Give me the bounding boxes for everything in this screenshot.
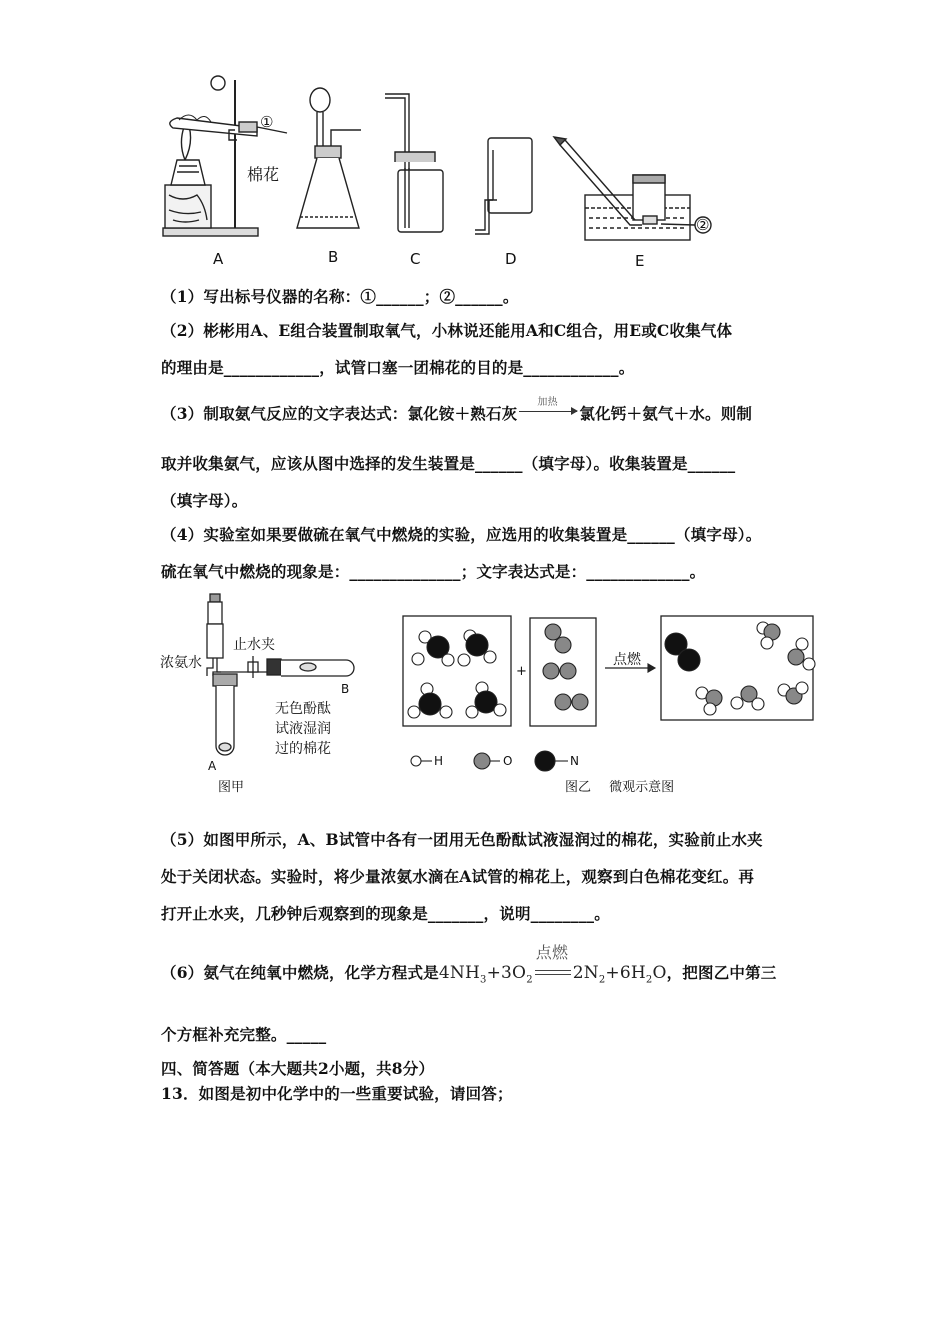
question-3-line2: 取并收集氨气，应该从图中选择的发生装置是______（填字母）。收集装置是______ (161, 454, 736, 473)
equation-condition: 点燃 (535, 942, 569, 962)
tube-a-label: A (208, 759, 217, 773)
legend-n: N (570, 754, 579, 768)
question-5-line3: 打开止水夹，几秒钟后观察到的现象是_______，说明________。 (161, 904, 610, 923)
cotton-note-2: 试液湿润 (275, 721, 331, 737)
label-e: E (635, 252, 645, 270)
question-5-line2: 处于关闭状态。实验时，将少量浓氨水滴在A试管的棉花上，观察到白色棉花变红。再 (161, 867, 755, 886)
question-6-line2: 个方框补充完整。_____ (161, 1025, 327, 1044)
apparatus-e (554, 137, 711, 240)
question-4-line2: 硫在氧气中燃烧的现象是：______________；文字表达式是：_____________。 (161, 562, 706, 581)
tube-b-label: B (341, 682, 350, 696)
question-3-post: 氯化钙＋氨气＋水。则制 (579, 404, 753, 423)
heating-arrow (517, 397, 579, 424)
apparatus-figure (155, 70, 730, 275)
heating-condition: 加热 (537, 397, 558, 408)
question-2-line2: 的理由是____________，试管口塞一团棉花的目的是____________。 (161, 358, 635, 377)
apparatus-b (297, 88, 361, 228)
clamp-label: 止水夹 (233, 637, 275, 653)
apparatus-d (475, 138, 532, 234)
label-b: B (328, 248, 339, 266)
cotton-note-1: 无色酚酞 (275, 701, 331, 717)
question-4-line1: （4）实验室如果要做硫在氧气中燃烧的实验，应选用的收集装置是______（填字母）。 (161, 525, 762, 544)
section-4-title: 四、简答题（本大题共2小题，共8分） (161, 1059, 435, 1078)
question-3-pre: （3）制取氨气反应的文字表达式：氯化铵＋熟石灰 (161, 404, 518, 423)
question-3-line1 (161, 397, 753, 424)
question-5-line1: （5）如图甲所示，A、B试管中各有一团用无色酚酞试液湿润过的棉花，实验前止水夹 (161, 830, 763, 849)
question-2-line1: （2）彬彬用A、E组合装置制取氧气，小林说还能用A和C组合，用E或C收集气体 (161, 321, 733, 340)
legend-h: H (434, 754, 444, 768)
question-1: （1）写出标号仪器的名称：①______；②______。 (161, 287, 519, 306)
label-d: D (505, 250, 517, 268)
ignite-label: 点燃 (613, 652, 641, 668)
apparatus-a (163, 76, 287, 236)
svg-text:②: ② (696, 216, 710, 234)
question-3-line3: （填字母）。 (161, 491, 248, 510)
question-6-pre: （6）氨气在纯氧中燃烧，化学方程式是 (161, 963, 439, 982)
plus-sign: + (516, 664, 527, 679)
ammonia-label: 浓氨水 (160, 655, 202, 671)
figure-jia (160, 590, 360, 800)
cotton-note-3: 过的棉花 (275, 741, 331, 757)
legend-o: O (503, 754, 513, 768)
svg-text:①: ① (260, 113, 274, 131)
apparatus-c (385, 94, 443, 232)
question-6-post: ，把图乙中第三 (666, 963, 777, 982)
question-13: 13．如图是初中化学中的一些重要试验，请回答； (161, 1084, 513, 1103)
label-c: C (410, 250, 421, 268)
figure-yi-label: 图乙 (565, 780, 592, 795)
chemical-equation: $4NH_3+3O_2$ 点燃 $2N_2+6H_2O$ (438, 942, 667, 986)
cotton-label: 棉花 (247, 165, 280, 184)
label-a: A (213, 250, 224, 268)
question-6-line1 (161, 942, 777, 990)
figure-yi-caption (565, 776, 674, 795)
figure-jia-caption: 图甲 (218, 780, 245, 795)
figure-yi-title: 微观示意图 (609, 780, 675, 795)
